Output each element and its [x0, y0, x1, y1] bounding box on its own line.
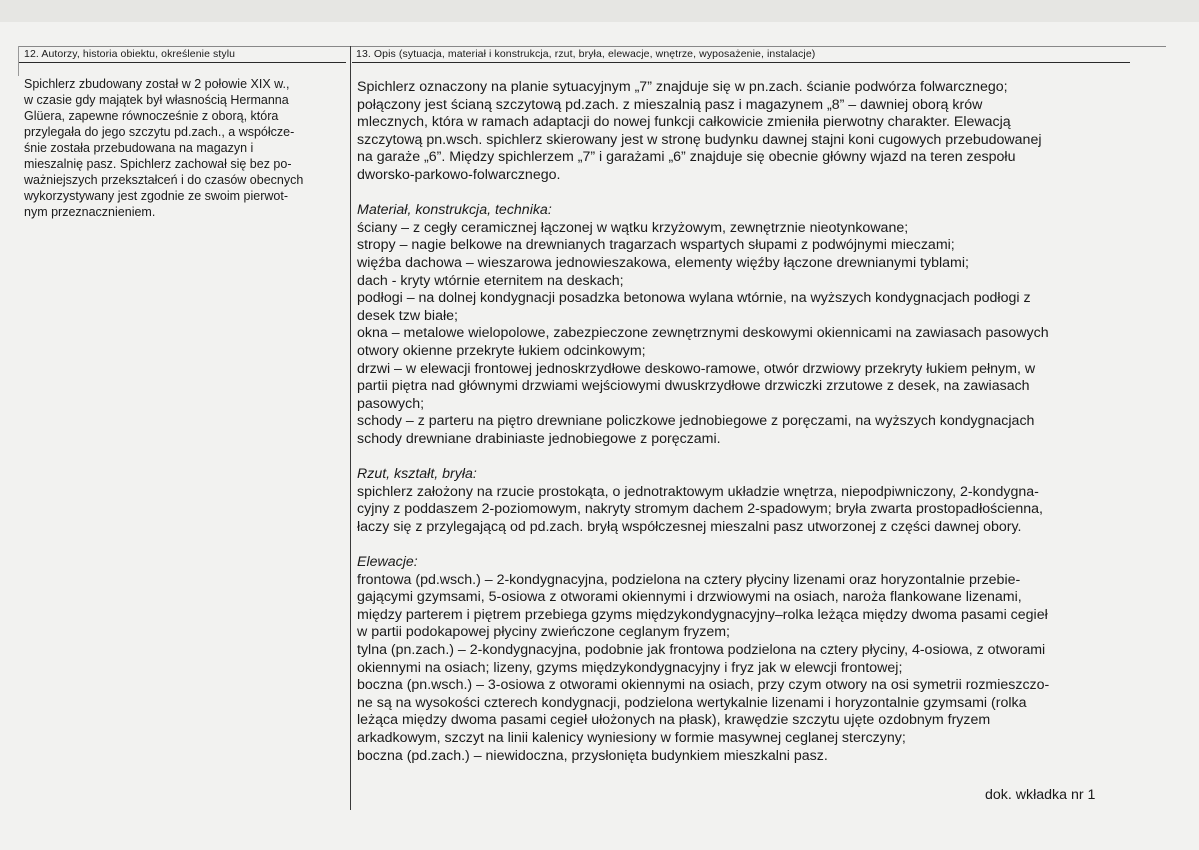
- material-heading: Materiał, konstrukcja, technika:: [357, 202, 552, 219]
- left-header-underline: [18, 62, 346, 63]
- elewacje-heading: Elewacje:: [357, 554, 418, 571]
- rzut-line: spichlerz założony na rzucie prostokąta, o jednotraktowym układzie wnętrza, niepodpiwniczony, 2-kondygna-: [357, 483, 1039, 500]
- elewacje-line: leżąca między dwoma pasami cegieł ułożonych na płask), krawędzie szczytu ujęte ozdobnym fryzem: [357, 712, 991, 729]
- material-line: schody – z parteru na piętro drewniane policzkowe jednobiegowe z poręczami, na wyższych kondygnacjach: [357, 413, 1035, 430]
- scan-top-margin: [0, 0, 1199, 22]
- material-line: drzwi – w elewacji frontowej jednoskrzydłowe deskowo-ramowe, otwór drzwiowy przekryty łukiem pełnym, w: [357, 360, 1036, 377]
- rzut-line: łaczy się z przylegającą od pd.zach. bryłą współczesnej mieszalni pasz utworzonej z części dawnej obory.: [357, 518, 1022, 535]
- material-line: pasowych;: [357, 395, 425, 412]
- material-line: podłogi – na dolnej kondygnacji posadzka betonowa wylana wtórnie, na wyższych kondygnacjach podłogi z: [357, 290, 1031, 307]
- intro-line: szczytową pn.wsch. spichlerz skierowany jest w stronę budynku dawnej stajni koni cugowych przebudowanej: [357, 131, 1042, 148]
- intro-paragraph: [357, 79, 1147, 185]
- material-line: partii piętra nad głównymi drzwiami wejściowymi dwuskrzydłowe drzwiczki zrzutowe z desek, na zawiasach: [357, 378, 1030, 395]
- material-line: schody drewniane drabiniaste jednobiegowe z poręczami.: [357, 430, 721, 447]
- material-line: ściany – z cegły ceramicznej łączonej w wątku krzyżowym, zewnętrznie nieotynkowane;: [357, 219, 909, 236]
- material-line: okna – metalowe wielopolowe, zabezpieczone zewnętrznymi deskowymi okiennicami na zawiasach pasowych: [357, 325, 1049, 342]
- intro-line: mlecznych, która w ramach adaptacji do nowej funkcji całkowicie zmieniła pierwotny charakter. Elewacją: [357, 114, 1011, 131]
- intro-line: na garaże „6”. Między spichlerzem „7” i garażami „6” znajduje się obecnie główny wjazd na teren zespołu: [357, 149, 1016, 166]
- left-column-edge: [18, 46, 19, 76]
- elewacje-line: tylna (pn.zach.) – 2-kondygnacyjna, podobnie jak frontowa podzielona na cztery płyciny, 4-osiowa, z otworami: [357, 642, 1046, 658]
- elewacje-line: w partii podokapowej płyciny zwieńczone ceglanym fryzem;: [357, 624, 730, 641]
- rzut-list: [357, 484, 1147, 537]
- column-divider: [350, 46, 351, 810]
- history-text: Spichlerz zbudowany został w 2 połowie XIX w., w czasie gdy majątek był własnością Hermanna Glüera, zapewne równocześnie z oborą, która przylegała do jego szczytu pd.zach., a współcze- śnie została przebudowana na magazyn i mieszalnię pasz. Spichlerz zachował się bez po- ważniejszych przekształceń i do czasów obecnych wykorzystywany jest zgodnie ze swoim pierwot- nym przeznacznieniem.: [24, 77, 304, 219]
- intro-line: Spichlerz oznaczony na planie sytuacyjnym „7” znajduje się w pn.zach. ścianie podwórza folwarcznego;: [357, 79, 1008, 95]
- rzut-line: cyjny z poddaszem 2-poziomowym, nakryty stromym dachem 2-spadowym; bryła zwarta prostopadłościenna,: [357, 501, 1044, 518]
- elewacje-line: między parterem i piętrem przebiega gzyms międzykondygnacyjny–rolka leżąca między dwoma pasami cegieł: [357, 606, 1048, 623]
- section-13-header: 13. Opis (sytuacja, materiał i konstrukcja, rzut, bryła, elewacje, wnętrze, wyposażenie, instalacje): [356, 48, 816, 60]
- right-header-underline: [352, 62, 1130, 63]
- section-12-header: 12. Autorzy, historia obiektu, określenie stylu: [24, 48, 236, 60]
- elewacje-line: boczna (pn.wsch.) – 3-osiowa z otworami okiennymi na osiach, przy czym otwory na osi symetrii rozmieszczo-: [357, 677, 1050, 694]
- elewacje-line: frontowa (pd.wsch.) – 2-kondygnacyjna, podzielona na cztery płyciny lizenami oraz horyzontalnie przebie-: [357, 571, 1021, 588]
- material-line: stropy – nagie belkowe na drewnianych tragarzach wspartych słupami z podwójnymi mieczami;: [357, 237, 955, 254]
- elewacje-line: boczna (pd.zach.) – niewidoczna, przysłonięta budynkiem mieszkalni pasz.: [357, 747, 828, 764]
- intro-line: dworsko-parkowo-folwarcznego.: [357, 166, 561, 183]
- rzut-heading: Rzut, kształt, bryła:: [357, 466, 477, 483]
- material-line: dach - kryty wtórnie eternitem na deskach;: [357, 272, 624, 289]
- header-top-rule: [18, 46, 1166, 47]
- intro-line: połączony jest ścianą szczytową pd.zach. z mieszalnią pasz i magazynem „8” – dawniej oborą krów: [357, 96, 983, 113]
- document-reference: dok. wkładka nr 1: [985, 787, 1096, 803]
- elewacje-line: ne są na wysokości czterech kondygnacji, podzielona wertykalnie lizenami i horyzontalnie gzymsami (rolka: [357, 694, 1027, 711]
- material-line: desek tzw białe;: [357, 307, 458, 324]
- material-line: otwory okienne przekryte łukiem odcinkowym;: [357, 342, 646, 359]
- material-line: więźba dachowa – wieszarowa jednowieszakowa, elementy więźby łączone drewnianymi tyblami;: [357, 254, 969, 271]
- elewacje-line: gającymi gzymsami, 5-osiowa z otworami okiennymi i drzwiowymi na osiach, naroża flankowane lizenami,: [357, 589, 1022, 606]
- elewacje-line: okiennymi na osiach; lizeny, gzyms międzykondygnacyjny i fryz jak w elewcji frontowej;: [357, 659, 903, 676]
- elewacje-line: arkadkowym, szczyt na linii kalenicy wyniesiony w formie masywnej ceglanej sterczyny;: [357, 729, 906, 746]
- description-body: [357, 79, 1147, 765]
- material-list: [357, 220, 1147, 449]
- elewacje-list: [357, 572, 1147, 766]
